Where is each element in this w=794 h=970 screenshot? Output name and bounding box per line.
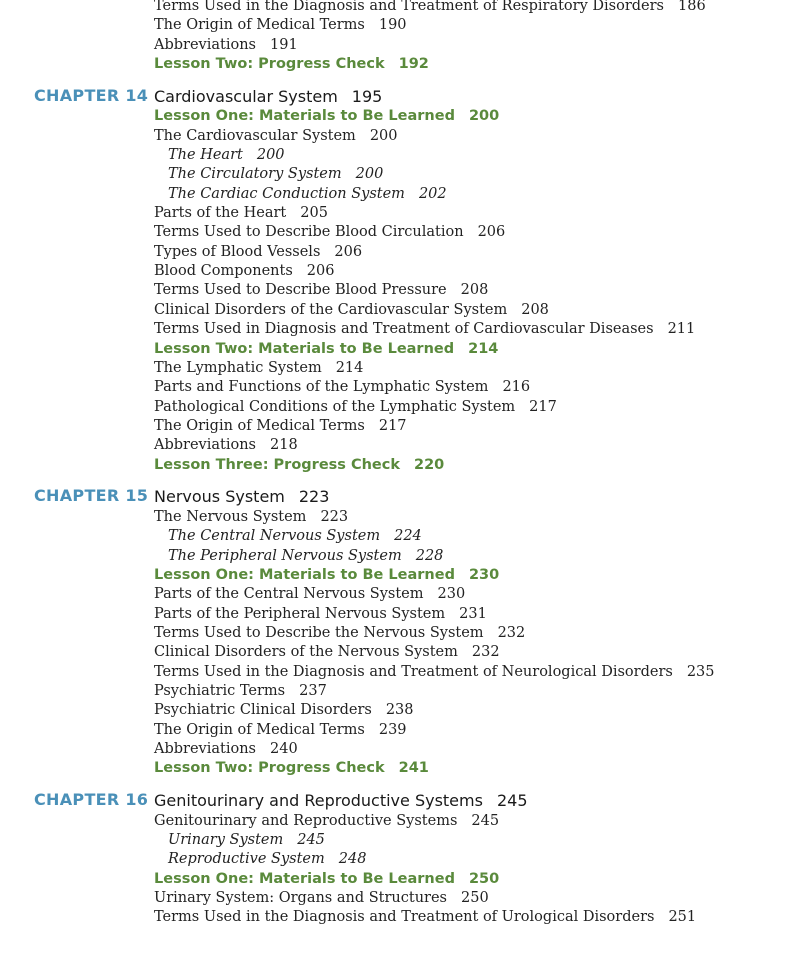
entry-text: The Cardiovascular System: [154, 127, 356, 144]
chapter-label: CHAPTER 16: [34, 790, 149, 810]
toc-entry: [154, 223, 505, 242]
entry-text: Psychiatric Clinical Disorders: [154, 702, 372, 719]
toc-entry: [154, 701, 414, 720]
toc-lesson: [154, 870, 499, 889]
entry-page-number: 191: [270, 36, 298, 53]
entry-page-number: 251: [668, 909, 697, 926]
entry-text: Terms Used in Diagnosis and Treatment of Cardiovascular Diseases: [154, 321, 654, 338]
entry-text: Reproductive System: [168, 851, 325, 868]
entry-text: The Origin of Medical Terms: [154, 417, 365, 434]
toc-entry: [154, 359, 363, 378]
entry-page-number: 192: [398, 56, 429, 73]
entry-page-number: 235: [686, 663, 715, 680]
toc-entry: [154, 204, 328, 223]
entry-text: Parts of the Central Nervous System: [154, 586, 424, 603]
entry-page-number: 240: [270, 741, 298, 757]
entry-text: Clinical Disorders of the Nervous System: [154, 644, 458, 661]
entry-page-number: 200: [256, 146, 285, 163]
toc-entry: [154, 508, 348, 527]
entry-page-number: 218: [270, 437, 298, 454]
chapter-title: Nervous System: [154, 487, 285, 507]
entry-text: The Peripheral Nervous System: [168, 547, 402, 564]
entry-page-number: 186: [678, 0, 706, 14]
chapter-page-number: 195: [351, 86, 383, 106]
chapter-title-line: [154, 487, 329, 506]
entry-text: The Heart: [168, 146, 243, 163]
entry-text: Lesson One: Materials to Be Learned: [154, 870, 455, 887]
toc-entry: [154, 436, 298, 455]
entry-text: Abbreviations: [154, 437, 256, 454]
entry-text: Urinary System: Organs and Structures: [154, 889, 448, 906]
entry-text: Lesson Two: Materials to Be Learned: [154, 340, 455, 357]
toc-entry: [154, 605, 487, 624]
entry-text: Terms Used in the Diagnosis and Treatment of Neurological Disorders: [154, 663, 673, 680]
toc-entry: [154, 889, 489, 908]
toc-entry: [154, 0, 706, 16]
toc-entry: [154, 281, 488, 300]
entry-text: Genitourinary and Reproductive Systems: [154, 812, 458, 829]
entry-text: Psychiatric Terms: [154, 682, 286, 699]
chapter-page-number: 223: [298, 487, 330, 507]
chapter-page-number: 245: [496, 791, 528, 811]
entry-page-number: 206: [306, 263, 335, 279]
entry-text: Urinary System: [168, 831, 284, 848]
entry-text: Lesson One: Materials to Be Learned: [154, 108, 455, 125]
toc-entry: [154, 301, 549, 320]
entry-page-number: 232: [497, 624, 526, 641]
toc-entry: [154, 721, 407, 740]
toc-entry: [154, 243, 362, 262]
entry-text: Terms Used in the Diagnosis and Treatment of Urological Disorders: [154, 909, 655, 926]
entry-page-number: 190: [378, 17, 407, 34]
entry-text: Terms Used in the Diagnosis and Treatment of Respiratory Disorders: [154, 0, 664, 14]
entry-text: Lesson One: Materials to Be Learned: [154, 566, 455, 583]
toc-lesson: [154, 107, 499, 126]
entry-text: The Origin of Medical Terms: [154, 17, 365, 34]
chapter-title-line: [154, 791, 528, 810]
toc-entry: [154, 378, 530, 397]
entry-text: Lesson Two: Progress Check: [154, 56, 385, 73]
entry-page-number: 232: [471, 644, 500, 661]
toc-subentry: [168, 146, 285, 165]
chapter-title: Genitourinary and Reproductive Systems: [154, 791, 483, 811]
entry-text: The Nervous System: [154, 508, 307, 525]
entry-text: The Circulatory System: [168, 166, 342, 183]
toc-entry: [154, 16, 407, 35]
entry-text: Abbreviations: [154, 36, 256, 53]
entry-text: Types of Blood Vessels: [154, 243, 321, 260]
toc-subentry: [168, 547, 443, 566]
toc-lesson: [154, 340, 498, 359]
toc-lesson: [154, 566, 499, 585]
entry-page-number: 206: [477, 224, 506, 241]
entry-page-number: 205: [300, 205, 328, 221]
toc-subentry: [168, 850, 366, 869]
chapter-label: CHAPTER 15: [34, 486, 149, 506]
entry-page-number: 202: [418, 185, 447, 202]
entry-text: Clinical Disorders of the Cardiovascular System: [154, 301, 508, 318]
toc-subentry: [168, 185, 447, 204]
chapter-title-line: [154, 87, 382, 106]
entry-text: Lesson Three: Progress Check: [154, 456, 400, 473]
entry-page-number: 231: [459, 605, 487, 622]
toc-entry: [154, 398, 557, 417]
toc-entry: [154, 812, 499, 831]
toc-entry: [154, 682, 327, 701]
toc-entry: [154, 320, 695, 339]
entry-page-number: 220: [414, 456, 445, 473]
chapter-label: CHAPTER 14: [34, 85, 149, 105]
entry-page-number: 211: [667, 321, 696, 338]
toc-entry: [154, 262, 334, 281]
entry-page-number: 250: [468, 870, 500, 887]
entry-text: Abbreviations: [154, 741, 256, 757]
toc-entry: [154, 908, 696, 927]
toc-lesson: [154, 759, 429, 778]
entry-page-number: 214: [335, 359, 364, 376]
entry-page-number: 200: [369, 127, 398, 144]
entry-text: Terms Used to Describe the Nervous System: [154, 624, 484, 641]
toc-entry: [154, 643, 500, 662]
entry-page-number: 206: [334, 243, 363, 260]
entry-page-number: 217: [378, 417, 407, 434]
entry-page-number: 248: [338, 851, 367, 868]
entry-page-number: 245: [297, 831, 325, 848]
entry-page-number: 224: [394, 528, 422, 545]
entry-text: Terms Used to Describe Blood Circulation: [154, 224, 464, 241]
entry-page-number: 250: [461, 889, 489, 906]
entry-text: Pathological Conditions of the Lymphatic System: [154, 398, 516, 415]
entry-text: The Origin of Medical Terms: [154, 721, 365, 738]
toc-entry: [154, 585, 465, 604]
entry-page-number: 223: [320, 508, 349, 525]
entry-page-number: 214: [468, 340, 499, 357]
entry-page-number: 237: [299, 682, 327, 699]
entry-page-number: 238: [385, 702, 414, 719]
entry-page-number: 216: [502, 379, 531, 396]
toc-subentry: [168, 831, 325, 850]
entry-text: Parts of the Heart: [154, 205, 287, 221]
entry-text: Blood Components: [154, 263, 293, 279]
toc-entry: [154, 417, 407, 436]
entry-text: Parts of the Peripheral Nervous System: [154, 605, 446, 622]
toc-entry: [154, 127, 398, 146]
entry-page-number: 208: [460, 282, 489, 299]
entry-page-number: 208: [521, 301, 549, 318]
toc-subentry: [168, 165, 383, 184]
entry-page-number: 200: [468, 108, 500, 125]
toc-entry: [154, 663, 715, 682]
entry-text: The Central Nervous System: [168, 528, 381, 545]
entry-text: Parts and Functions of the Lymphatic System: [154, 379, 489, 396]
entry-page-number: 230: [468, 566, 500, 583]
entry-page-number: 245: [471, 812, 500, 829]
toc-entry: [154, 624, 525, 643]
chapter-title: Cardiovascular System: [154, 86, 338, 106]
entry-text: Lesson Two: Progress Check: [154, 760, 385, 777]
entry-page-number: 200: [355, 166, 384, 183]
entry-page-number: 217: [529, 398, 557, 415]
toc-lesson: [154, 456, 444, 475]
entry-page-number: 230: [437, 586, 466, 603]
entry-page-number: 241: [398, 760, 429, 777]
entry-text: The Lymphatic System: [154, 359, 322, 376]
entry-page-number: 239: [378, 721, 407, 738]
entry-text: Terms Used to Describe Blood Pressure: [154, 282, 447, 299]
entry-page-number: 228: [415, 547, 444, 564]
entry-text: The Cardiac Conduction System: [168, 185, 405, 202]
toc-lesson: [154, 55, 429, 74]
toc-subentry: [168, 527, 422, 546]
toc-entry: [154, 740, 298, 759]
toc-entry: [154, 36, 298, 55]
